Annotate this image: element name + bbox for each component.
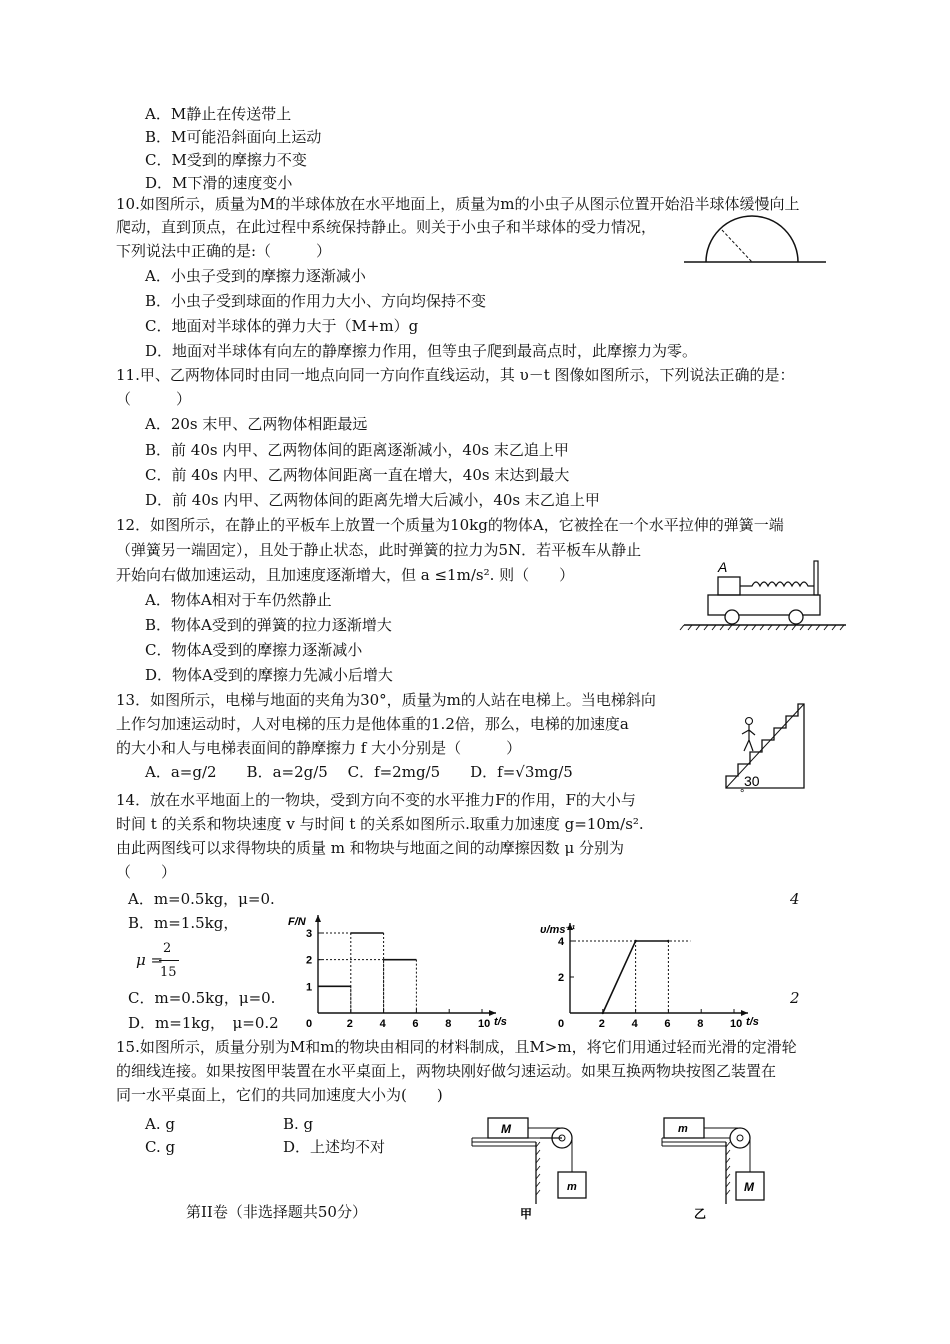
q15-option-b: B. g (283, 1115, 314, 1133)
section-heading: 第II卷（非选择题共50分） (186, 1203, 367, 1221)
x-tick-label: 4 (631, 1018, 638, 1030)
x-tick-label: 4 (379, 1018, 386, 1030)
y-axis-label: υ/ms⁻¹ (540, 924, 575, 936)
q15-yi-top-block: m (678, 1123, 688, 1135)
q12-line3: 开始向右做加速运动，且加速度逐渐增大，但 a ≤1m/s². 则（ ） (116, 566, 575, 584)
q14-option-b-numerator: 2 (163, 941, 172, 956)
q11-option-a: A．20s 末甲、乙两物体相距最远 (145, 415, 368, 433)
q12-option-b: B．物体A受到的弹簧的拉力逐渐增大 (145, 616, 392, 634)
q14-option-b: B．m=1.5kg， (128, 914, 239, 932)
q15-yi-hanging-block: M (744, 1180, 754, 1194)
q13-angle-label: 30 (744, 773, 760, 789)
q15-line1: 15.如图所示，质量分别为M和m的物块由相同的材料制成，且M>m，将它们用通过轻而光滑的定滑轮 (116, 1038, 797, 1056)
q15-jia-top-block: M (501, 1122, 511, 1136)
velocity-point (602, 1012, 604, 1014)
q13-line2: 上作匀加速运动时，人对电梯的压力是他体重的1.2倍，那么，电梯的加速度a (116, 715, 629, 733)
y-tick-label: 2 (558, 972, 565, 984)
x-tick-label: 8 (445, 1018, 452, 1030)
q14-option-c: C．m=0.5kg，μ=0. (128, 989, 276, 1007)
q14-option-a-tail: 4 (790, 890, 800, 908)
q12-option-d: D．物体A受到的摩擦力先减小后增大 (145, 666, 393, 684)
y-tick-label: 1 (306, 981, 313, 994)
q12-cart-figure (680, 555, 850, 635)
x-tick-label: 6 (412, 1018, 419, 1030)
x-tick-label: 10 (730, 1018, 743, 1030)
q10-hemisphere-figure (680, 220, 830, 270)
q14-option-c-tail: 2 (790, 989, 800, 1007)
q12-line1: 12．如图所示，在静止的平板车上放置一个质量为10kg的物体A，它被拴在一个水平拉伸的弹簧一端 (116, 516, 784, 534)
x-axis-label: t/s (494, 1016, 507, 1028)
y-axis-arrow (315, 915, 321, 922)
q14-line3: 由此两图线可以求得物块的质量 m 和物块与地面之间的动摩擦因数 μ 分别为 (116, 839, 625, 857)
q15-line2: 的细线连接。如果按图甲装置在水平桌面上，两物块刚好做匀速运动。如果互换两物块按图乙装置在 (116, 1062, 777, 1080)
x-tick-label: 0 (558, 1018, 565, 1030)
x-tick-label: 10 (478, 1018, 491, 1030)
x-axis-label: t/s (746, 1016, 759, 1028)
velocity-point (667, 940, 669, 942)
q15-jia-hanging-block: m (567, 1181, 577, 1193)
q10-line1: 10.如图所示，质量为M的半球体放在水平地面上，质量为m的小虫子从图示位置开始沿半球体缓慢向上 (116, 195, 800, 213)
q12-option-c: C．物体A受到的摩擦力逐渐减小 (145, 641, 363, 659)
q13-options: A．a=g/2 B．a=2g/5 C．f=2mg/5 D．f=√3mg/5 (145, 763, 573, 781)
q14-option-d: D．m=1kg， μ=0.2 (128, 1014, 279, 1032)
q15-option-a: A. g (145, 1115, 175, 1133)
q15-option-d: D．上述均不对 (283, 1138, 386, 1156)
y-tick-label: 4 (558, 936, 565, 948)
q13-angle-degree: ° (740, 788, 745, 800)
q10-option-a: A．小虫子受到的摩擦力逐渐减小 (145, 267, 366, 285)
q12-block-label: A (718, 559, 728, 575)
q11-option-c: C．前 40s 内甲、乙两物体间距离一直在增大，40s 末达到最大 (145, 466, 570, 484)
q14-option-b-mu: μ = (136, 951, 164, 969)
q14-force-time-chart (278, 896, 518, 1036)
q14-option-b-denominator: 15 (160, 965, 177, 980)
x-tick-label: 2 (346, 1018, 353, 1030)
x-tick-label: 8 (697, 1018, 704, 1030)
q14-line1: 14．放在水平地面上的一物块，受到方向不变的水平推力F的作用，F的大小与 (116, 791, 636, 809)
q12-line2: （弹簧另一端固定），且处于静止状态，此时弹簧的拉力为5N．若平板车从静止 (116, 541, 642, 559)
q14-velocity-time-chart (526, 896, 776, 1036)
y-tick-label: 2 (306, 954, 313, 967)
q9-option-a: A．M静止在传送带上 (145, 105, 292, 123)
q13-escalator-figure (718, 700, 808, 800)
q12-option-a: A．物体A相对于车仍然静止 (145, 591, 332, 609)
q14-line4: （ ） (116, 863, 177, 881)
q9-option-d: D．M下滑的速度变小 (145, 174, 293, 192)
y-tick-label: 3 (306, 928, 313, 940)
q15-option-c: C. g (145, 1138, 176, 1156)
q11-line1: 11.甲、乙两物体同时由同一地点向同一方向作直线运动，其 υ－t 图像如图所示，下列说法正确的是： (116, 366, 795, 384)
x-tick-label: 2 (598, 1018, 605, 1030)
q10-option-d: D．地面对半球体有向左的静摩擦力作用，但等虫子爬到最高点时，此摩擦力为零。 (145, 342, 698, 360)
x-tick-label: 0 (306, 1018, 313, 1030)
q9-option-b: B．M可能沿斜面向上运动 (145, 128, 322, 146)
q9-option-c: C．M受到的摩擦力不变 (145, 151, 307, 169)
x-tick-label: 6 (664, 1018, 671, 1030)
q11-line2: （ ） (116, 390, 192, 408)
q15-yi-caption: 乙 (694, 1207, 707, 1221)
y-axis-label: F/N (288, 916, 306, 928)
q14-fraction-bar (159, 960, 179, 961)
q11-option-b: B．前 40s 内甲、乙两物体间的距离逐渐减小，40s 末乙追上甲 (145, 441, 569, 459)
q14-line2: 时间 t 的关系和物块速度 v 与时间 t 的关系如图所示.取重力加速度 g=10m/s². (116, 815, 644, 833)
q15-jia-caption: 甲 (520, 1207, 533, 1221)
q15-figure-jia (470, 1110, 600, 1220)
q10-line2: 爬动，直到顶点，在此过程中系统保持静止。则关于小虫子和半球体的受力情况， (116, 218, 657, 236)
q13-line1: 13．如图所示，电梯与地面的夹角为30°，质量为m的人站在电梯上。当电梯斜向 (116, 691, 656, 709)
q10-option-b: B．小虫子受到球面的作用力大小、方向均保持不变 (145, 292, 487, 310)
q10-line3: 下列说法中正确的是:（ ） (116, 242, 332, 260)
q15-line3: 同一水平桌面上，它们的共同加速度大小为( ) (116, 1086, 443, 1104)
q14-option-a: A．m=0.5kg，μ=0. (128, 890, 275, 908)
q13-line3: 的大小和人与电梯表面间的静摩擦力 f 大小分别是（ ） (116, 739, 522, 757)
velocity-point (634, 940, 636, 942)
q10-option-c: C．地面对半球体的弹力大于（M+m）g (145, 317, 419, 335)
q15-figure-yi (660, 1110, 790, 1220)
q11-option-d: D．前 40s 内甲、乙两物体间的距离先增大后减小，40s 末乙追上甲 (145, 491, 600, 509)
